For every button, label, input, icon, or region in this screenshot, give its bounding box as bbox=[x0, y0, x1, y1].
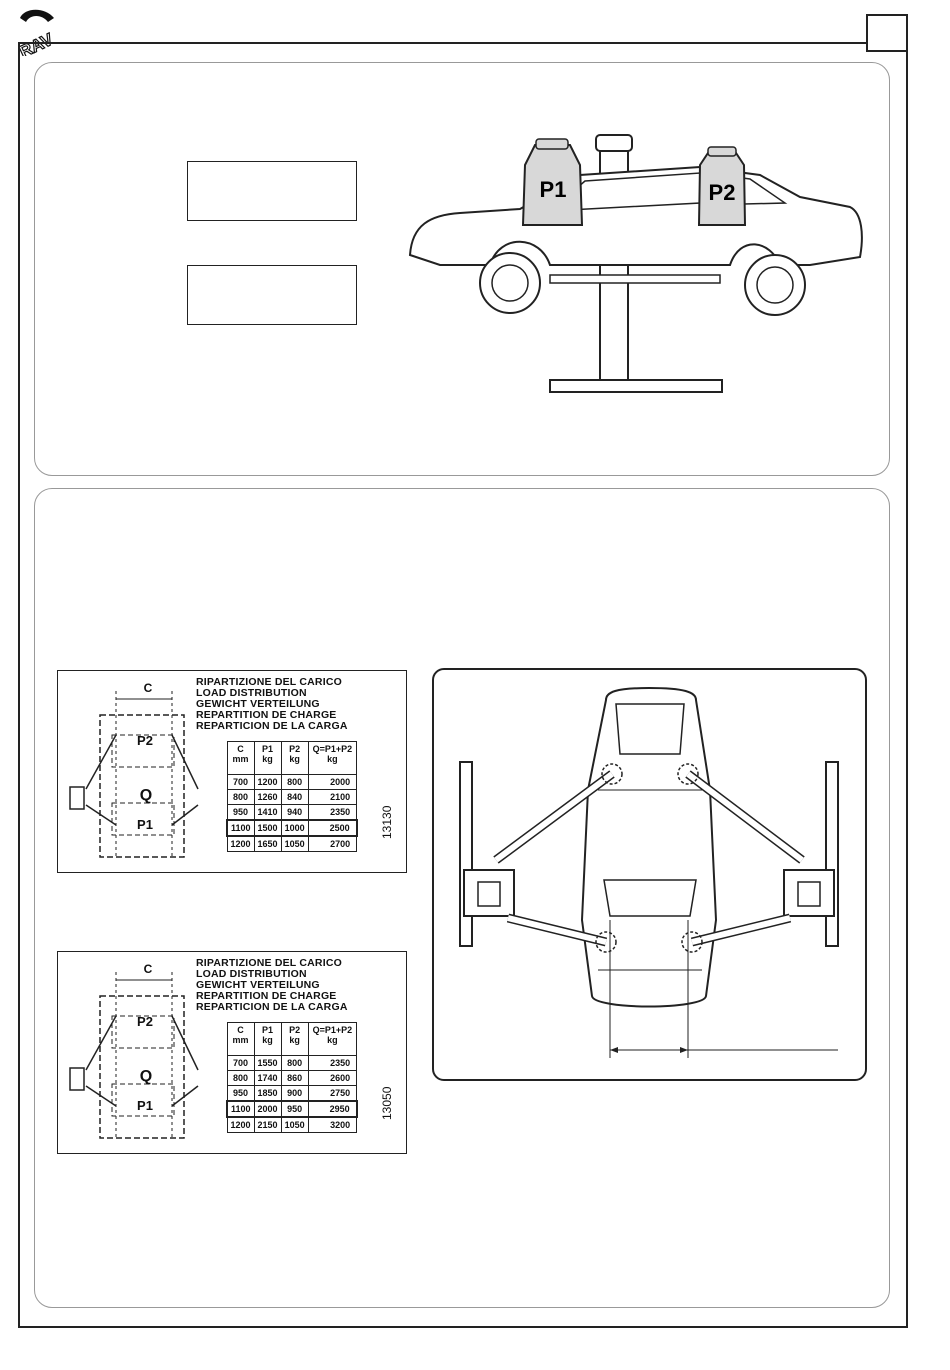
table-row: 700 1200 800 2000 bbox=[227, 775, 357, 790]
heading-en: LOAD DISTRIBUTION bbox=[196, 687, 307, 699]
car-body bbox=[410, 167, 862, 265]
car-top-view-icon bbox=[434, 670, 864, 1078]
heading-de: GEWICHT VERTEILUNG bbox=[196, 698, 320, 710]
table-row: 950 1850 900 2750 bbox=[227, 1086, 357, 1102]
p2-label: P2 bbox=[137, 733, 153, 748]
table-row: 800 1260 840 2100 bbox=[227, 790, 357, 805]
p1-label: P1 bbox=[137, 1098, 153, 1113]
page-number-box bbox=[866, 14, 908, 52]
heading-fr: REPARTITION DE CHARGE bbox=[196, 990, 337, 1002]
table-header-row: C mm P1 kg P2 kg Q=P1+P2 kg bbox=[227, 1023, 357, 1056]
weight-p2-label: P2 bbox=[708, 180, 736, 205]
heading-it: RIPARTIZIONE DEL CARICO bbox=[196, 957, 342, 969]
table-row: 1100 2000 950 2950 bbox=[227, 1101, 357, 1117]
chart-headings bbox=[196, 958, 348, 1013]
weight-p1-label: P1 bbox=[539, 177, 567, 202]
chart-headings bbox=[196, 677, 348, 732]
table-row: 700 1550 800 2350 bbox=[227, 1056, 357, 1071]
table-header-row: C mm P1 kg P2 kg Q=P1+P2 kg bbox=[227, 742, 357, 775]
table-row: 950 1410 940 2350 bbox=[227, 805, 357, 821]
q-label: Q bbox=[139, 1068, 153, 1085]
top-view-illustration bbox=[432, 668, 867, 1081]
heading-es: REPARTICION DE LA CARGA bbox=[196, 720, 348, 732]
p2-label: P2 bbox=[137, 1014, 153, 1029]
lift-base bbox=[550, 380, 722, 392]
table-row: 1100 1500 1000 2500 bbox=[227, 820, 357, 836]
lift-column-cap bbox=[596, 135, 632, 151]
drawing-code: 13050 bbox=[380, 1086, 394, 1120]
heading-it: RIPARTIZIONE DEL CARICO bbox=[196, 676, 342, 688]
heading-en: LOAD DISTRIBUTION bbox=[196, 968, 307, 980]
lift-schematic-icon bbox=[62, 677, 202, 867]
q-label: Q bbox=[139, 787, 153, 804]
load-table bbox=[226, 1022, 358, 1133]
heading-de: GEWICHT VERTEILUNG bbox=[196, 979, 320, 991]
svg-text:RAV: RAV bbox=[16, 29, 56, 56]
car-on-lift-illustration bbox=[400, 125, 870, 400]
drawing-code: 13130 bbox=[380, 805, 394, 839]
lift-schematic-icon bbox=[62, 958, 202, 1148]
p1-label: P1 bbox=[137, 817, 153, 832]
dim-c-label: C bbox=[143, 681, 153, 695]
table-row: 1200 1650 1050 2700 bbox=[227, 836, 357, 852]
heading-es: REPARTICION DE LA CARGA bbox=[196, 1001, 348, 1013]
load-distribution-chart-2 bbox=[57, 951, 407, 1154]
heading-fr: REPARTITION DE CHARGE bbox=[196, 709, 337, 721]
dim-c-label: C bbox=[143, 962, 153, 976]
text-box-1 bbox=[187, 161, 357, 221]
table-row: 800 1740 860 2600 bbox=[227, 1071, 357, 1086]
text-box-2 bbox=[187, 265, 357, 325]
lift-arm bbox=[550, 275, 720, 283]
load-distribution-chart-1 bbox=[57, 670, 407, 873]
table-row: 1200 2150 1050 3200 bbox=[227, 1117, 357, 1133]
load-table bbox=[226, 741, 358, 852]
